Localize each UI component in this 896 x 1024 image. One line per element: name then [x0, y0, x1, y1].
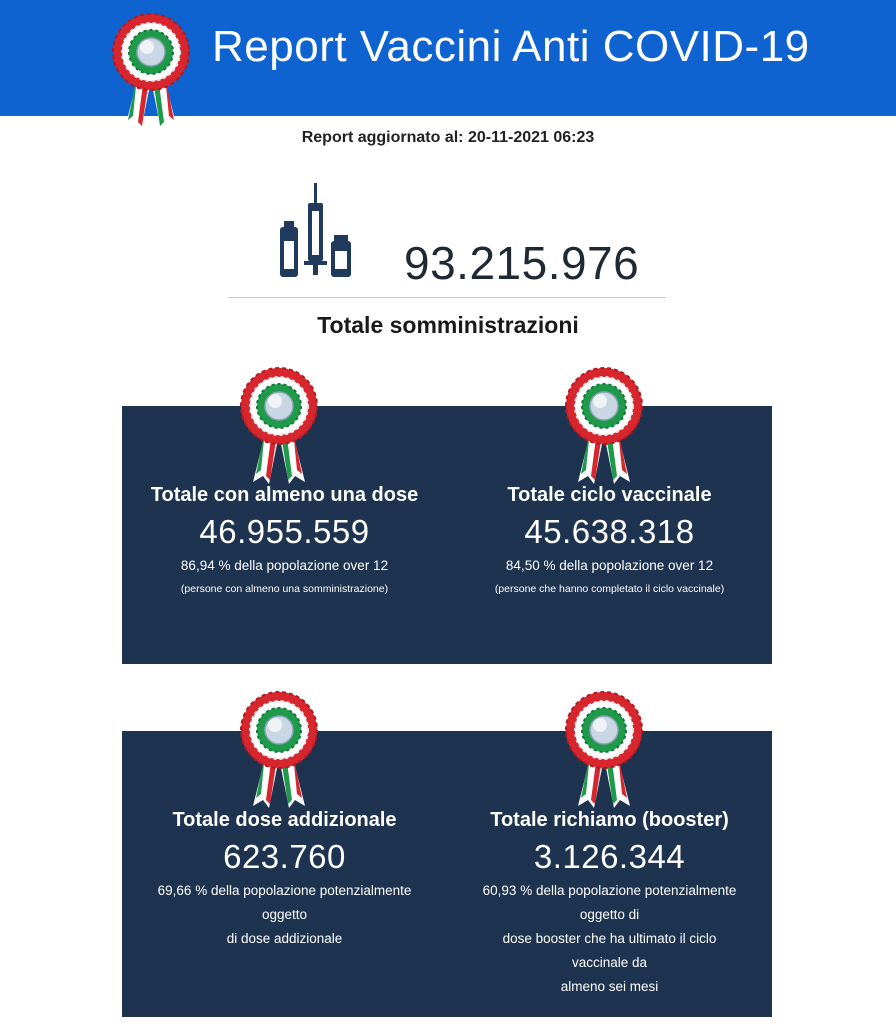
- rosette-icon: [564, 364, 644, 488]
- rosette-icon: [239, 364, 319, 488]
- page-title: Report Vaccini Anti COVID-19: [212, 22, 810, 71]
- card-note: (persone con almeno una somministrazione): [180, 583, 389, 595]
- card-value: 46.955.559: [199, 513, 370, 550]
- total-doses-label: Totale somministrazioni: [317, 312, 579, 338]
- card-title: Totale dose addizionale: [172, 809, 397, 831]
- card-value: 623.760: [223, 838, 346, 875]
- card-description: [447, 879, 772, 999]
- card-full-cycle: [447, 482, 772, 600]
- rosette-icon: [564, 688, 644, 812]
- header-bar: [0, 0, 896, 116]
- stats-panel-top: [122, 406, 772, 664]
- report-updated-text: Report aggiornato al: 20-11-2021 06:23: [301, 129, 595, 146]
- vaccine-vials-syringe-icon: [276, 181, 356, 281]
- card-description: 86,94 % della popolazione over 12: [180, 558, 389, 573]
- rosette-logo-icon: [111, 10, 191, 134]
- card-description: 84,50 % della popolazione over 12: [505, 558, 714, 573]
- card-description-line: vaccinale da: [571, 955, 648, 970]
- card-description-line: 60,93 % della popolazione potenzialmente: [482, 883, 737, 898]
- total-doses-value: 93.215.976: [404, 237, 640, 289]
- card-description-line: oggetto di: [579, 907, 640, 922]
- card-description-line: 69,66 % della popolazione potenzialmente: [157, 883, 412, 898]
- divider: [228, 297, 666, 298]
- card-title: Totale richiamo (booster): [490, 809, 729, 831]
- rosette-icon: [239, 688, 319, 812]
- card-booster: [447, 807, 772, 999]
- card-description-line: oggetto: [261, 907, 308, 922]
- card-value: 3.126.344: [533, 838, 686, 875]
- card-value: 45.638.318: [524, 513, 695, 550]
- card-note: (persone che hanno completato il ciclo vaccinale): [494, 583, 725, 595]
- card-title: Totale ciclo vaccinale: [507, 484, 712, 506]
- card-description-line: dose booster che ha ultimato il ciclo: [502, 931, 717, 946]
- card-additional-dose: [122, 807, 447, 951]
- card-description-line: di dose addizionale: [226, 931, 343, 946]
- stats-panel-bottom: [122, 731, 772, 1017]
- card-description: [122, 879, 447, 951]
- card-description-line: almeno sei mesi: [560, 979, 659, 994]
- card-title: Totale con almeno una dose: [150, 484, 419, 506]
- card-at-least-one-dose: [122, 482, 447, 600]
